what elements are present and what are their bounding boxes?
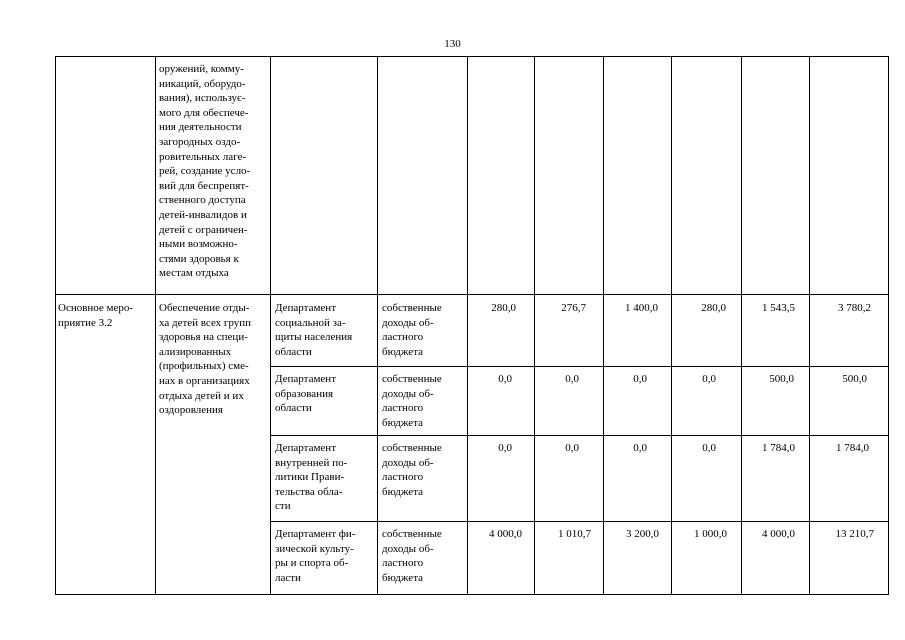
value-cell: 4 000,0 [489,528,522,540]
value-cell: 0,0 [633,373,647,385]
col-divider [467,56,468,595]
value-cell: 1 000,0 [694,528,727,540]
col-divider [671,56,672,595]
continued-description: оружений, комму- никаций, оборудо- вания), использує- мого для обеспече- ния деятельности загородных оздо- ровительных лаге- рей, создание усло- вий для беспрепят- ственного доступа детей-инвалидов и детей с ограничен- ными возможно- стями здоровья к местам отдыха [159,63,251,280]
table-border-bottom [55,594,889,595]
value-cell: 0,0 [565,373,579,385]
col-divider [809,56,810,595]
value-cell: 0,0 [702,442,716,454]
row-divider [55,294,889,295]
value-cell: 0,0 [498,442,512,454]
value-cell: 280,0 [701,302,726,314]
col-divider [377,56,378,595]
value-cell: 280,0 [491,302,516,314]
value-cell: 3 200,0 [626,528,659,540]
value-cell: 13 210,7 [835,528,874,540]
row-divider [270,366,889,367]
budget-table [55,56,889,595]
col-divider [741,56,742,595]
value-cell: 1 784,0 [836,442,869,454]
table-border-left [55,56,56,595]
measure-description: Обеспечение отды- ха детей всех групп здоровья на специ- ализированных (профильных) сме- нах в организациях отдыха детей и их оздоровления [159,302,252,417]
executor-cell: Департамент образования области [275,373,337,415]
value-cell: 0,0 [498,373,512,385]
funding-source-cell: собственные доходы об- ластного бюджета [382,528,442,584]
value-cell: 1 543,5 [762,302,795,314]
value-cell: 0,0 [565,442,579,454]
value-cell: 0,0 [702,373,716,385]
measure-code: Основное меро- приятие 3.2 [58,302,134,329]
value-cell: 4 000,0 [762,528,795,540]
table-border-right [888,56,889,595]
value-cell: 3 780,2 [838,302,871,314]
executor-cell: Департамент социальной за- щиты населения области [275,302,353,358]
value-cell: 1 010,7 [558,528,591,540]
executor-cell: Департамент внутренней по- литики Прави- тельства обла- сти [275,442,348,513]
executor-cell: Департамент фи- зической культу- ры и спорта об- ласти [275,528,356,584]
col-divider [155,56,156,595]
col-divider [534,56,535,595]
value-cell: 1 400,0 [625,302,658,314]
funding-source-cell: собственные доходы об- ластного бюджета [382,373,442,429]
value-cell: 500,0 [769,373,794,385]
row-divider [270,521,889,522]
value-cell: 0,0 [633,442,647,454]
row-divider [270,435,889,436]
col-divider [603,56,604,595]
value-cell: 1 784,0 [762,442,795,454]
value-cell: 500,0 [842,373,867,385]
funding-source-cell: собственные доходы об- ластного бюджета [382,442,442,498]
funding-source-cell: собственные доходы об- ластного бюджета [382,302,442,358]
page-number: 130 [444,38,461,50]
table-border-top [55,56,889,57]
value-cell: 276,7 [561,302,586,314]
col-divider [270,56,271,595]
